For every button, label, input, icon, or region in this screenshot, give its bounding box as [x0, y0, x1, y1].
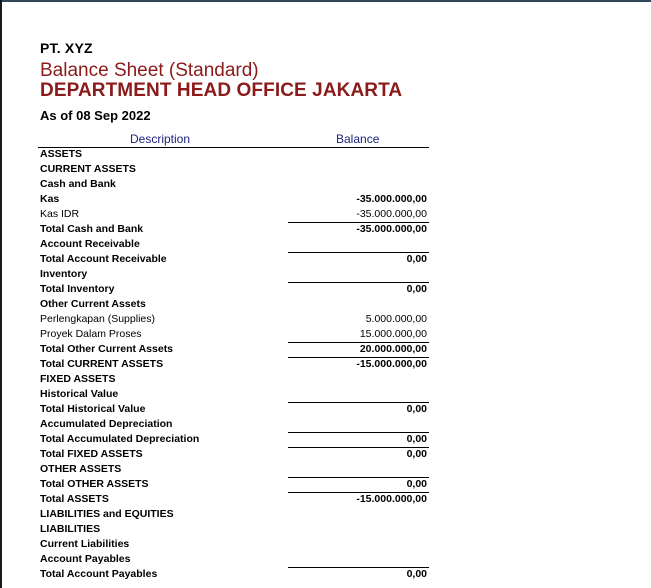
- table-row: [0, 432, 651, 447]
- row-label: Proyek Dalam Proses: [40, 328, 142, 340]
- row-label: Total Cash and Bank: [40, 223, 144, 235]
- row-label: Account Payables: [40, 553, 131, 565]
- row-balance: -15.000.000,00: [356, 493, 427, 505]
- row-balance: 15.000.000,00: [359, 328, 427, 340]
- table-row: [0, 357, 651, 372]
- row-label: Perlengkapan (Supplies): [40, 313, 155, 325]
- table-row: [0, 492, 651, 507]
- row-label: Cash and Bank: [40, 178, 116, 190]
- row-label: Kas IDR: [40, 208, 80, 220]
- column-header-balance: Balance: [336, 132, 380, 146]
- company-name: PT. XYZ: [40, 40, 93, 56]
- row-label: Total CURRENT ASSETS: [40, 358, 164, 370]
- row-balance: 0,00: [406, 478, 427, 490]
- row-label: Total OTHER ASSETS: [40, 478, 149, 490]
- table-row: [0, 282, 651, 297]
- row-label: OTHER ASSETS: [40, 463, 122, 475]
- row-label: Total Other Current Assets: [40, 343, 174, 355]
- row-label: Current Liabilities: [40, 538, 130, 550]
- table-row: [0, 342, 651, 357]
- row-label: Account Receivable: [40, 238, 140, 250]
- table-row: [0, 537, 651, 552]
- row-label: Kas: [40, 193, 60, 205]
- window-top-border: [0, 0, 651, 2]
- row-label: Historical Value: [40, 388, 119, 400]
- row-balance: 0,00: [406, 568, 427, 580]
- column-header-description: Description: [130, 132, 191, 146]
- table-row: [0, 462, 651, 477]
- row-balance: -35.000.000,00: [356, 208, 427, 220]
- table-row: [0, 387, 651, 402]
- table-row: [0, 147, 651, 162]
- row-label: FIXED ASSETS: [40, 373, 116, 385]
- table-row: [0, 402, 651, 417]
- table-row: [0, 177, 651, 192]
- table-row: [0, 192, 651, 207]
- row-label: Total ASSETS: [40, 493, 109, 505]
- table-row: [0, 372, 651, 387]
- row-label: LIABILITIES and EQUITIES: [40, 508, 174, 520]
- row-balance: -35.000.000,00: [356, 193, 427, 205]
- table-row: [0, 267, 651, 282]
- table-row: [0, 237, 651, 252]
- table-row: [0, 327, 651, 342]
- report-title: Balance Sheet (Standard): [40, 60, 259, 81]
- table-row: [0, 477, 651, 492]
- department-name: DEPARTMENT HEAD OFFICE JAKARTA: [40, 80, 403, 101]
- table-row: [0, 252, 651, 267]
- row-balance: 0,00: [406, 403, 427, 415]
- row-label: Total Account Payables: [40, 568, 158, 580]
- row-balance: 5.000.000,00: [365, 313, 427, 325]
- row-label: Accumulated Depreciation: [40, 418, 173, 430]
- table-row: [0, 207, 651, 222]
- row-label: Inventory: [40, 268, 88, 280]
- table-row: [0, 162, 651, 177]
- row-balance: 20.000.000,00: [359, 343, 427, 355]
- row-label: Total Account Receivable: [40, 253, 167, 265]
- table-row: [0, 447, 651, 462]
- table-row: [0, 222, 651, 237]
- row-balance: 0,00: [406, 283, 427, 295]
- row-label: Total Accumulated Depreciation: [40, 433, 200, 445]
- row-label: LIABILITIES: [40, 523, 101, 535]
- table-row: [0, 417, 651, 432]
- row-label: Total Inventory: [40, 283, 115, 295]
- balance-sheet-rows: [0, 147, 651, 582]
- row-balance: 0,00: [406, 448, 427, 460]
- table-row: [0, 312, 651, 327]
- row-label: Total FIXED ASSETS: [40, 448, 143, 460]
- table-row: [0, 297, 651, 312]
- row-label: CURRENT ASSETS: [40, 163, 136, 175]
- table-row: [0, 507, 651, 522]
- row-label: Total Historical Value: [40, 403, 146, 415]
- table-row: [0, 567, 651, 582]
- row-label: Other Current Assets: [40, 298, 146, 310]
- row-balance: -15.000.000,00: [356, 358, 427, 370]
- as-of-date: As of 08 Sep 2022: [40, 108, 151, 123]
- row-balance: 0,00: [406, 433, 427, 445]
- row-label: ASSETS: [40, 148, 83, 160]
- table-row: [0, 552, 651, 567]
- row-balance: 0,00: [406, 253, 427, 265]
- table-row: [0, 522, 651, 537]
- row-balance: -35.000.000,00: [356, 223, 427, 235]
